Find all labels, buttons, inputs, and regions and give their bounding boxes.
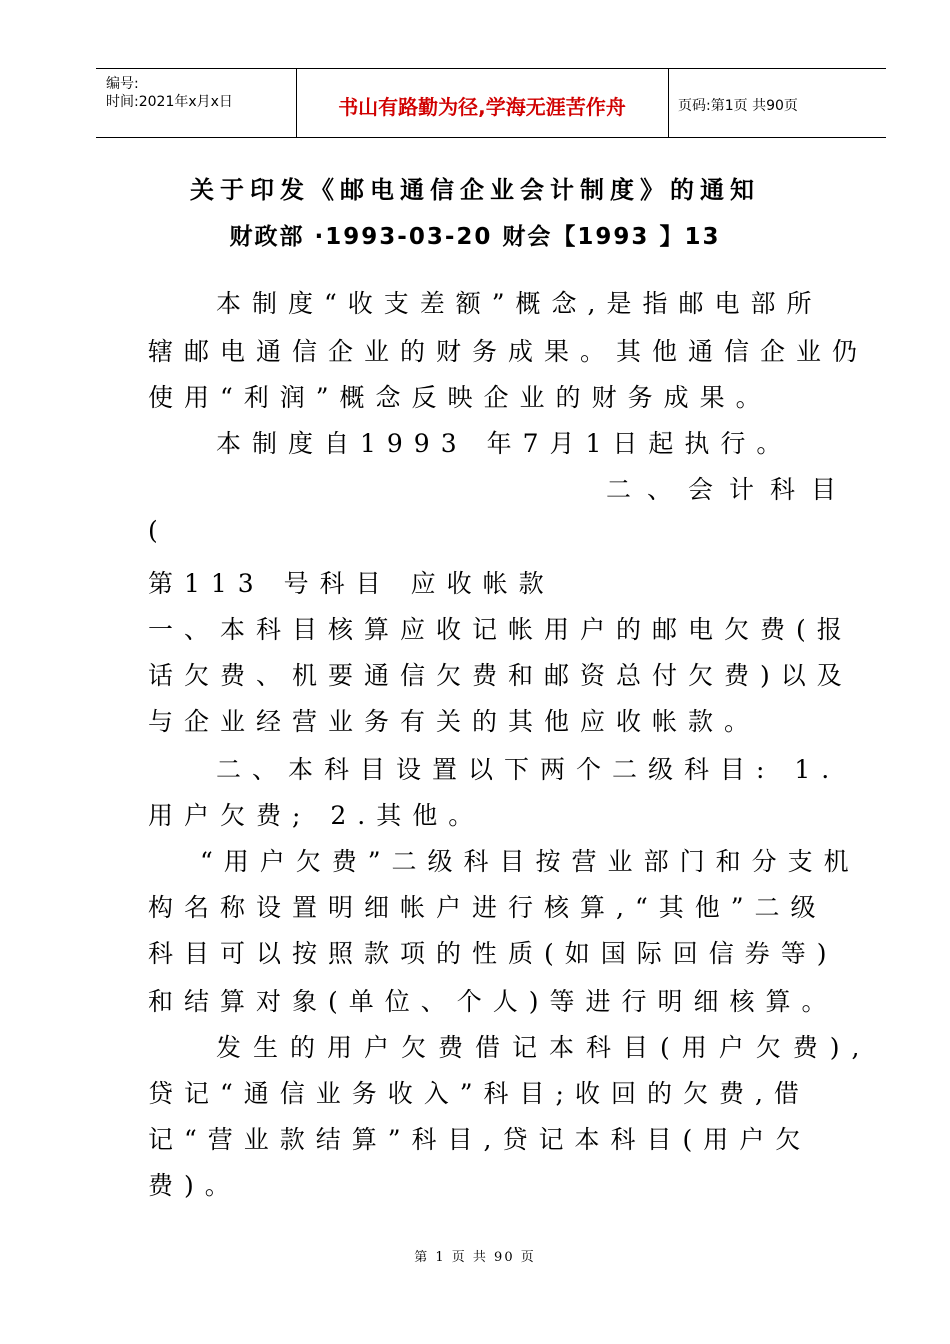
document-subtitle: 财政部 ·1993-03-20 财会【1993 】13 <box>229 224 721 250</box>
paragraph-line: 本制度“收支差额”概念,是指邮电部所 <box>216 289 823 318</box>
header-page-cell <box>668 69 886 137</box>
paragraph-line: 话欠费、机要通信欠费和邮资总付欠费)以及 <box>148 661 853 690</box>
header-motto: 书山有路勤为径,学海无涯苦作舟 <box>338 95 626 119</box>
paragraph-line: 费)。 <box>148 1171 241 1200</box>
paragraph-line: 和结算对象(单位、个人)等进行明细核算。 <box>148 987 838 1016</box>
header-page-info: 页码:第1页 共90页 <box>678 98 798 114</box>
section-heading: 二、会计科目 <box>606 475 853 504</box>
page-footer: 第 1 页 共 90 页 <box>414 1250 536 1265</box>
paragraph-line: 辖邮电通信企业的财务成果。其他通信企业仍 <box>148 337 869 366</box>
document-time-label: 时间:2021年x月x日 <box>106 94 233 110</box>
header-meta-cell <box>96 69 297 137</box>
paragraph-line: 一、本科目核算应收记帐用户的邮电欠费(报 <box>148 615 853 644</box>
paragraph-line: 构名称设置明细帐户进行核算,“其他”二级 <box>148 893 827 922</box>
header-motto-cell <box>296 69 669 137</box>
paragraph-line: 贷记“通信业务收入”科目;收回的欠费,借 <box>148 1079 810 1108</box>
paragraph-line: 记“营业款结算”科目,贷记本科目(用户欠 <box>148 1125 812 1154</box>
paragraph-line: 科目可以按照款项的性质(如国际回信券等) <box>148 939 838 968</box>
paragraph-line: 本制度自1993 年7月1日起执行。 <box>216 429 793 458</box>
paragraph-line: 用户欠费; 2.其他。 <box>148 801 485 830</box>
paragraph-line: 二、本科目设置以下两个二级科目: 1. <box>216 755 841 784</box>
document-title: 关于印发《邮电通信企业会计制度》的通知 <box>190 176 760 204</box>
subject-heading: 第113 号科目 应收帐款 <box>148 569 555 598</box>
document-code-label: 编号: <box>106 76 139 92</box>
document-header <box>96 68 886 138</box>
paragraph-line: 发生的用户欠费借记本科目(用户欠费), <box>216 1033 872 1062</box>
paragraph-line: ( <box>148 516 169 545</box>
paragraph-line: 与企业经营业务有关的其他应收帐款。 <box>148 707 761 736</box>
paragraph-line: “用户欠费”二级科目按营业部门和分支机 <box>200 847 860 876</box>
paragraph-line: 使用“利润”概念反映企业的财务成果。 <box>148 383 772 412</box>
